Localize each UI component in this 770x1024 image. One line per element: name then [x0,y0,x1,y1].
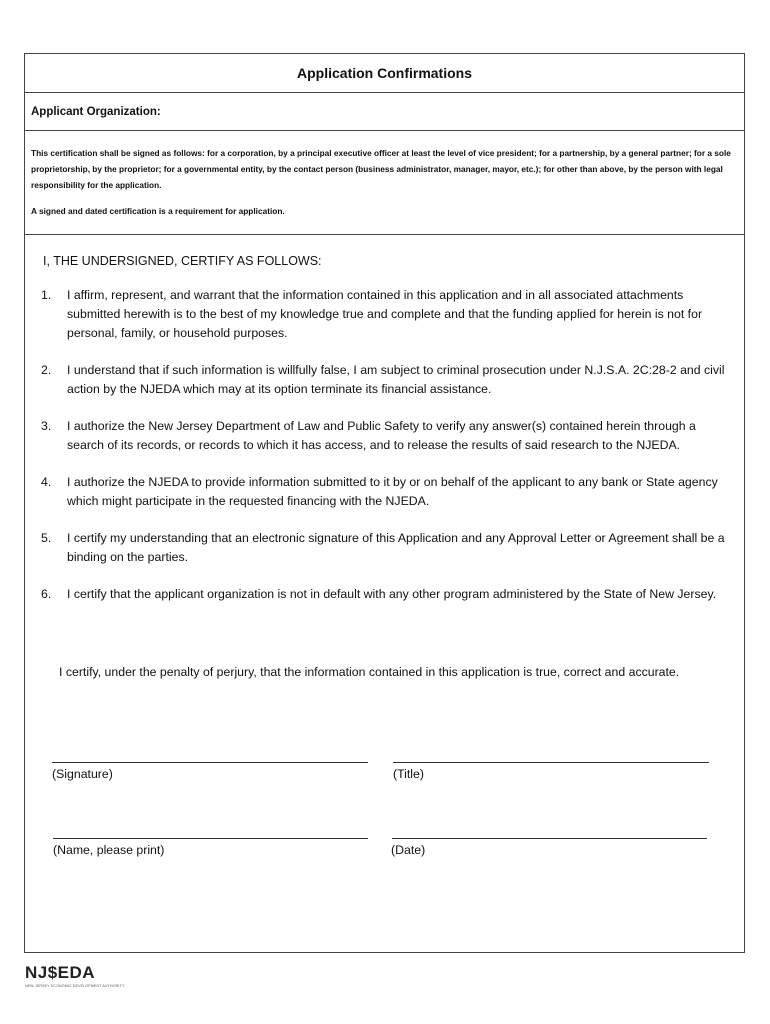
item-number: 2. [41,363,52,377]
logo-subtext: NEW JERSEY ECONOMIC DEVELOPMENT AUTHORITY [25,984,125,988]
item-text: I certify that the applicant organization is not in default with any other program administered by the State of New Jersey. [67,587,717,601]
item-number: 4. [41,475,52,489]
certification-form [24,53,745,953]
applicant-organization-label: Applicant Organization: [31,105,161,118]
title-line[interactable] [393,762,709,763]
date-line[interactable] [392,838,707,839]
applicant-organization-field[interactable] [25,93,744,131]
perjury-statement: I certify, under the penalty of perjury, that the information contained in this application is true, correct and accurate. [59,665,680,679]
item-text: I certify my understanding that an electronic signature of this Application and any Approval Letter or Agreement shall be a binding on the parties. [67,531,725,564]
item-number: 1. [41,288,52,302]
item-number: 5. [41,531,52,545]
name-line[interactable] [53,838,368,839]
certification-item [41,585,731,604]
instructions-text: This certification shall be signed as follows: for a corporation, by a principal executive officer at least the level of vice president; for a partnership, by a general partner; for a sole proprietorship, by the proprietor; for a governmental entity, by the contact person (business administrator, manager, mayor, etc.); for other than above, by the person with legal responsibility for the application. [31,148,731,190]
certification-list [41,286,731,622]
certification-item [41,286,731,343]
certification-item [41,529,731,567]
certification-item [41,417,731,455]
certification-item [41,473,731,511]
signing-instructions [25,131,744,235]
title-label: (Title) [393,767,424,781]
signature-line[interactable] [52,762,368,763]
item-number: 3. [41,419,52,433]
requirement-text: A signed and dated certification is a requirement for application. [31,206,285,216]
date-label: (Date) [391,843,426,857]
signature-label: (Signature) [52,767,113,781]
logo-text: NJ$EDA [25,963,96,982]
name-label: (Name, please print) [53,843,165,857]
form-title: Application Confirmations [25,54,744,93]
certification-item [41,361,731,399]
item-text: I affirm, represent, and warrant that the information contained in this application and in all associated attachments submitted herewith is to the best of my knowledge true and complete and that the funding applied for herein is not for personal, family, or household purposes. [67,288,703,340]
certification-heading: I, THE UNDERSIGNED, CERTIFY AS FOLLOWS: [43,254,322,268]
item-text: I authorize the NJEDA to provide information submitted to it by or on behalf of the applicant to any bank or State agency which might participate in the requested financing with the NJEDA. [67,475,718,508]
item-number: 6. [41,587,52,601]
njeda-logo [25,964,124,988]
item-text: I understand that if such information is willfully false, I am subject to criminal prosecution under N.J.S.A. 2C:28-2 and civil action by the NJEDA which may at its option terminate its financial assistance. [67,363,725,396]
item-text: I authorize the New Jersey Department of Law and Public Safety to verify any answer(s) contained herein through a search of its records, or records to which it has access, and to release the results of said research to the NJEDA. [67,419,696,452]
